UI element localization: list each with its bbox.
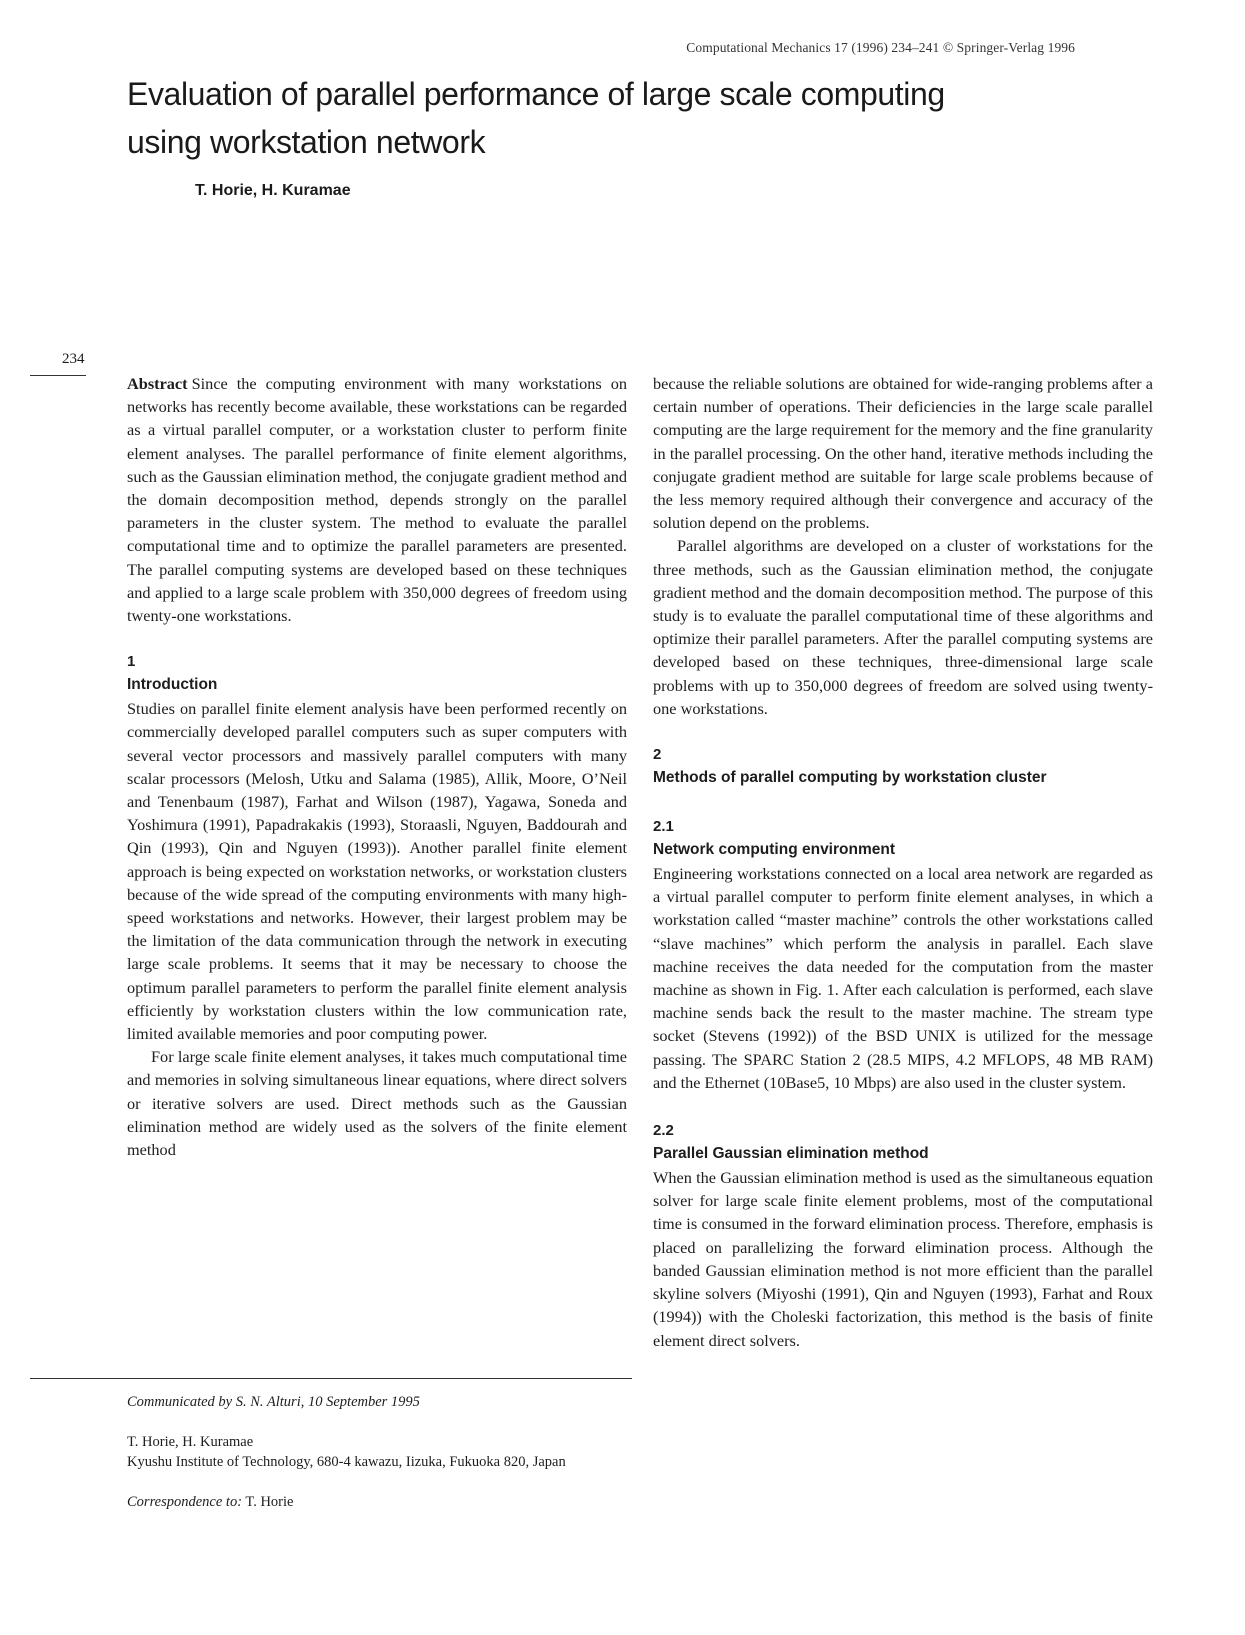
abstract-label: Abstract [127,374,188,393]
body-paragraph: because the reliable solutions are obtained for wide-ranging problems after a certain number of operations. Their deficiencies in the large scale parallel computing are the large requirement for the memory and the fine granularity in the parallel processing. On the other hand, iterative methods including the conjugate gradient method are suitable for large scale problems because of the less memory required although their convergence and accuracy of the solution depend on the problems. [653,374,1153,533]
body-paragraph: Engineering workstations connected on a local area network are regarded as a virtual parallel computer to perform finite element analyses, in which a workstation called “master machine” controls the other workstations called “slave machines” which perform the analysis in parallel. Each slave machine receives the data needed for the computation from the master machine as shown in Fig. 1. After each calculation is performed, each slave machine sends back the result to the master machine. The stream type socket (Stevens (1992)) of the BSD UNIX is utilized for the message passing. The SPARC Station 2 (28.5 MIPS, 4.2 MFLOPS, 48 MB RAM) and the Ethernet (10Base5, 10 Mbps) are also used in the cluster system. [653,864,1153,1092]
spacer [653,1094,1153,1120]
correspondence-note [127,1492,632,1512]
footnote-affiliation: Kyushu Institute of Technology, 680-4 kawazu, Iizuka, Fukuoka 820, Japan [127,1454,566,1470]
subsection-number: 2.1 [653,818,674,836]
body-paragraph: Studies on parallel finite element analysis have been performed recently on commercially developed parallel computers such as super computers with several vector processors and massively parallel computers with many scalar processors (Melosh, Utku and Salama (1985), Allik, Moore, O’Neil and Tenenbaum (1987), Farhat and Wilson (1987), Yagawa, Soneda and Yoshimura (1991), Papadrakakis (1993), Storaasli, Nguyen, Baddourah and Qin (1993), Qin and Nguyen (1993)). Another parallel finite element approach is being expected on workstation networks, or workstation clusters because of the wide spread of the computing environments with many high-speed workstations and networks. However, their largest problem may be the limitation of the data communication through the network in executing large scale problems. It seems that it may be necessary to choose the optimum parallel parameters to perform the parallel finite element analysis efficiently by workstation clusters within the low communication rate, limited available memories and poor computing power. [127,699,627,1044]
subsection-title: Network computing environment [653,841,895,859]
body-paragraph: For large scale finite element analyses, it takes much computational time and memories in solving simultaneous linear equations, where direct solvers or iterative solvers are used. Direct methods such as the Gaussian elimination method are widely used as the solvers of the finite element method [127,1047,627,1160]
subsection-number: 2.2 [653,1122,674,1140]
paper-title: Evaluation of parallel performance of large scale computing using workstation network [127,76,945,160]
author-list: T. Horie, H. Kuramae [195,182,351,199]
author-affiliation-block [127,1432,632,1472]
section-title: Methods of parallel computing by workstation cluster [653,769,1047,787]
section-title: Introduction [127,676,218,694]
communicated-note: Communicated by S. N. Alturi, 10 September 1995 [127,1394,420,1410]
footnotes [127,1392,632,1512]
left-column [127,372,627,1161]
spacer [127,627,627,651]
body-paragraph: Parallel algorithms are developed on a cluster of workstations for the three methods, such as the Gaussian elimination method, the conjugate gradient method and the domain decomposition method. The purpose of this study is to evaluate the parallel computational time of these algorithms and optimize their parallel parameters. After the parallel computing systems are developed based on these techniques, three-dimensional large scale problems with up to 350,000 degrees of freedom are solved using twenty-one workstations. [653,536,1153,718]
correspondence-label: Correspondence to: [127,1494,243,1510]
spacer [653,720,1153,744]
page-number-rule [30,375,86,376]
footnote-rule [30,1378,632,1379]
correspondence-name: T. Horie [245,1494,294,1510]
footnote-authors: T. Horie, H. Kuramae [127,1434,254,1450]
right-column [653,372,1153,1352]
page-number: 234 [62,351,85,367]
abstract [127,372,627,627]
section-number: 2 [653,746,662,764]
journal-reference: Computational Mechanics 17 (1996) 234–241 © Springer-Verlag 1996 [686,40,1075,55]
abstract-text: Since the computing environment with many workstations on networks has recently become available, these workstations can be regarded as a virtual parallel computer, or a workstation cluster to perform finite element analyses. The parallel performance of finite element algorithms, such as the Gaussian elimination method, the conjugate gradient method and the domain decomposition method, depends strongly on the parallel parameters in the cluster system. The method to evaluate the parallel computational time and to optimize the parallel parameters are presented. The parallel computing systems are developed based on these techniques and applied to a large scale problem with 350,000 degrees of freedom using twenty-one workstations. [127,374,627,626]
subsection-title: Parallel Gaussian elimination method [653,1145,929,1163]
spacer [653,790,1153,816]
body-paragraph: When the Gaussian elimination method is used as the simultaneous equation solver for large scale finite element problems, most of the computational time is consumed in the forward elimination process. Therefore, emphasis is placed on parallelizing the forward elimination process. Although the banded Gaussian elimination method is not more efficient than the parallel skyline solvers (Miyoshi (1991), Qin and Nguyen (1993), Farhat and Roux (1994)) with the Choleski factorization, this method is the basis of finite element direct solvers. [653,1168,1153,1350]
section-number: 1 [127,653,136,671]
